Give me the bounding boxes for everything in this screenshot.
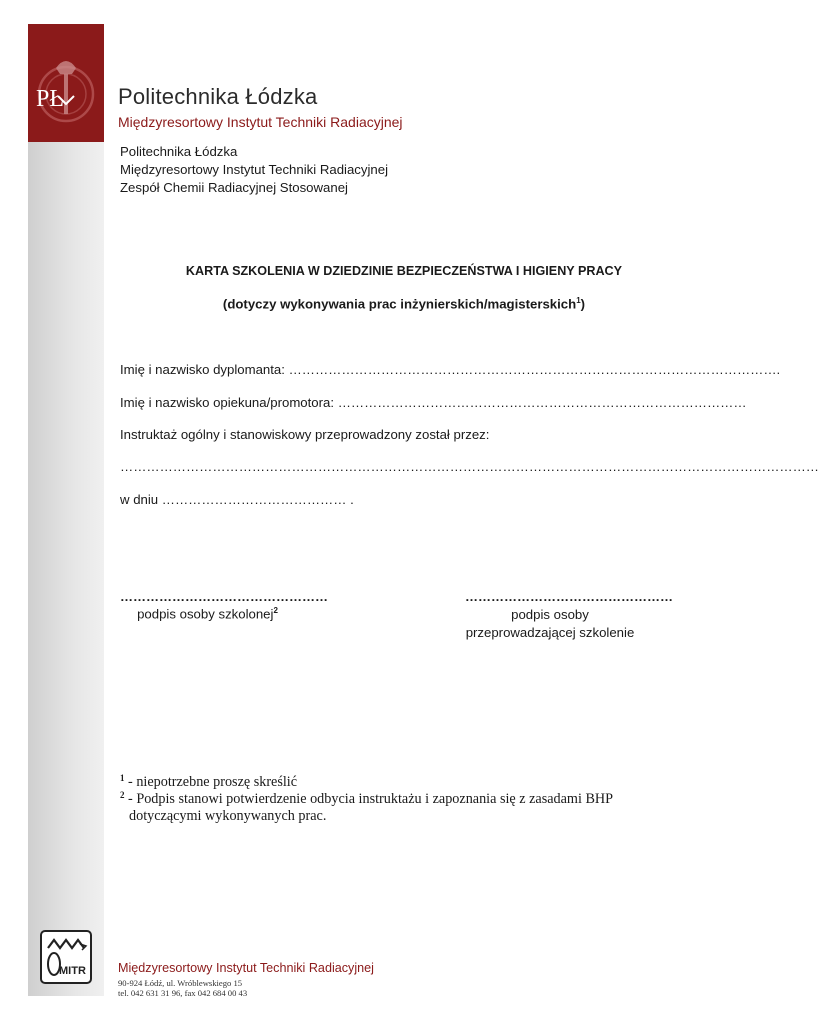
address-line-3: Zespół Chemii Radiacyjnej Stosowanej bbox=[120, 180, 348, 195]
footnote-2 bbox=[120, 787, 668, 825]
brand-subtitle: Międzyresortowy Instytut Techniki Radiacyjnej bbox=[118, 114, 403, 130]
footnote-2-mark: 2 bbox=[120, 790, 125, 800]
trainee-signature-line[interactable]: ………………………………………… bbox=[120, 589, 328, 604]
trainer-signature-text-1: podpis osoby bbox=[511, 607, 589, 622]
footnote-1-text: - niepotrzebne proszę skreślić bbox=[124, 774, 298, 790]
footer-address: 90-924 Łódź, ul. Wróblewskiego 15 bbox=[118, 978, 243, 988]
trainer-signature-text-2: przeprowadzającej szkolenie bbox=[465, 625, 635, 640]
date-field[interactable]: w dniu …………………………………… . bbox=[120, 492, 354, 507]
logo-letters: PŁ bbox=[36, 86, 65, 112]
address-line-1: Politechnika Łódzka bbox=[120, 144, 238, 159]
trainee-signature-label bbox=[120, 606, 295, 621]
training-label: Instruktaż ogólny i stanowiskowy przeprowadzony został przez: bbox=[120, 427, 490, 442]
subtitle-end: ) bbox=[580, 296, 586, 312]
footer-institute: Międzyresortowy Instytut Techniki Radiacyjnej bbox=[118, 961, 374, 975]
document-title: KARTA SZKOLENIA W DZIEDZINIE BEZPIECZEŃSTWA I HIGIENY PRACY bbox=[185, 264, 623, 278]
trainee-signature-text: podpis osoby szkolonej bbox=[137, 606, 274, 622]
trainer-signature-line[interactable]: ………………………………………… bbox=[465, 589, 673, 604]
subtitle-text: (dotyczy wykonywania prac inżynierskich/magisterskich bbox=[222, 296, 577, 312]
trainee-footnote-mark: 2 bbox=[273, 606, 278, 615]
footnote-1-mark: 1 bbox=[120, 773, 125, 783]
graduate-name-field[interactable]: Imię i nazwisko dyplomanta: …………………………………………………………………………………………………. bbox=[120, 362, 781, 377]
subtitle-footnote-mark: 1 bbox=[576, 296, 581, 305]
side-strip bbox=[28, 24, 104, 996]
footer-phone: tel. 042 631 31 96, fax 042 684 00 43 bbox=[118, 988, 248, 998]
brand-name: Politechnika Łódzka bbox=[118, 84, 318, 109]
mitr-logo-text: MITR bbox=[59, 965, 86, 977]
mitr-logo-icon bbox=[40, 930, 92, 984]
document-subtitle bbox=[104, 296, 704, 311]
university-logo bbox=[28, 24, 104, 142]
supervisor-name-field[interactable]: Imię i nazwisko opiekuna/promotora: ………………………………………………………………………………… bbox=[120, 395, 747, 410]
address-block bbox=[120, 143, 388, 197]
emblem-icon bbox=[28, 24, 104, 142]
address-line-2: Międzyresortowy Instytut Techniki Radiacyjnej bbox=[120, 162, 389, 177]
trainer-signature-label bbox=[455, 606, 645, 642]
footnote-2-text: - Podpis stanowi potwierdzenie odbycia instruktażu i zapoznania się z zasadami BHP bbox=[124, 791, 614, 807]
footnote-2-continuation: dotyczącymi wykonywanych prac. bbox=[129, 808, 327, 824]
trainer-name-field[interactable]: …………………………………………………………………………………………………………………………………………… bbox=[120, 459, 819, 474]
